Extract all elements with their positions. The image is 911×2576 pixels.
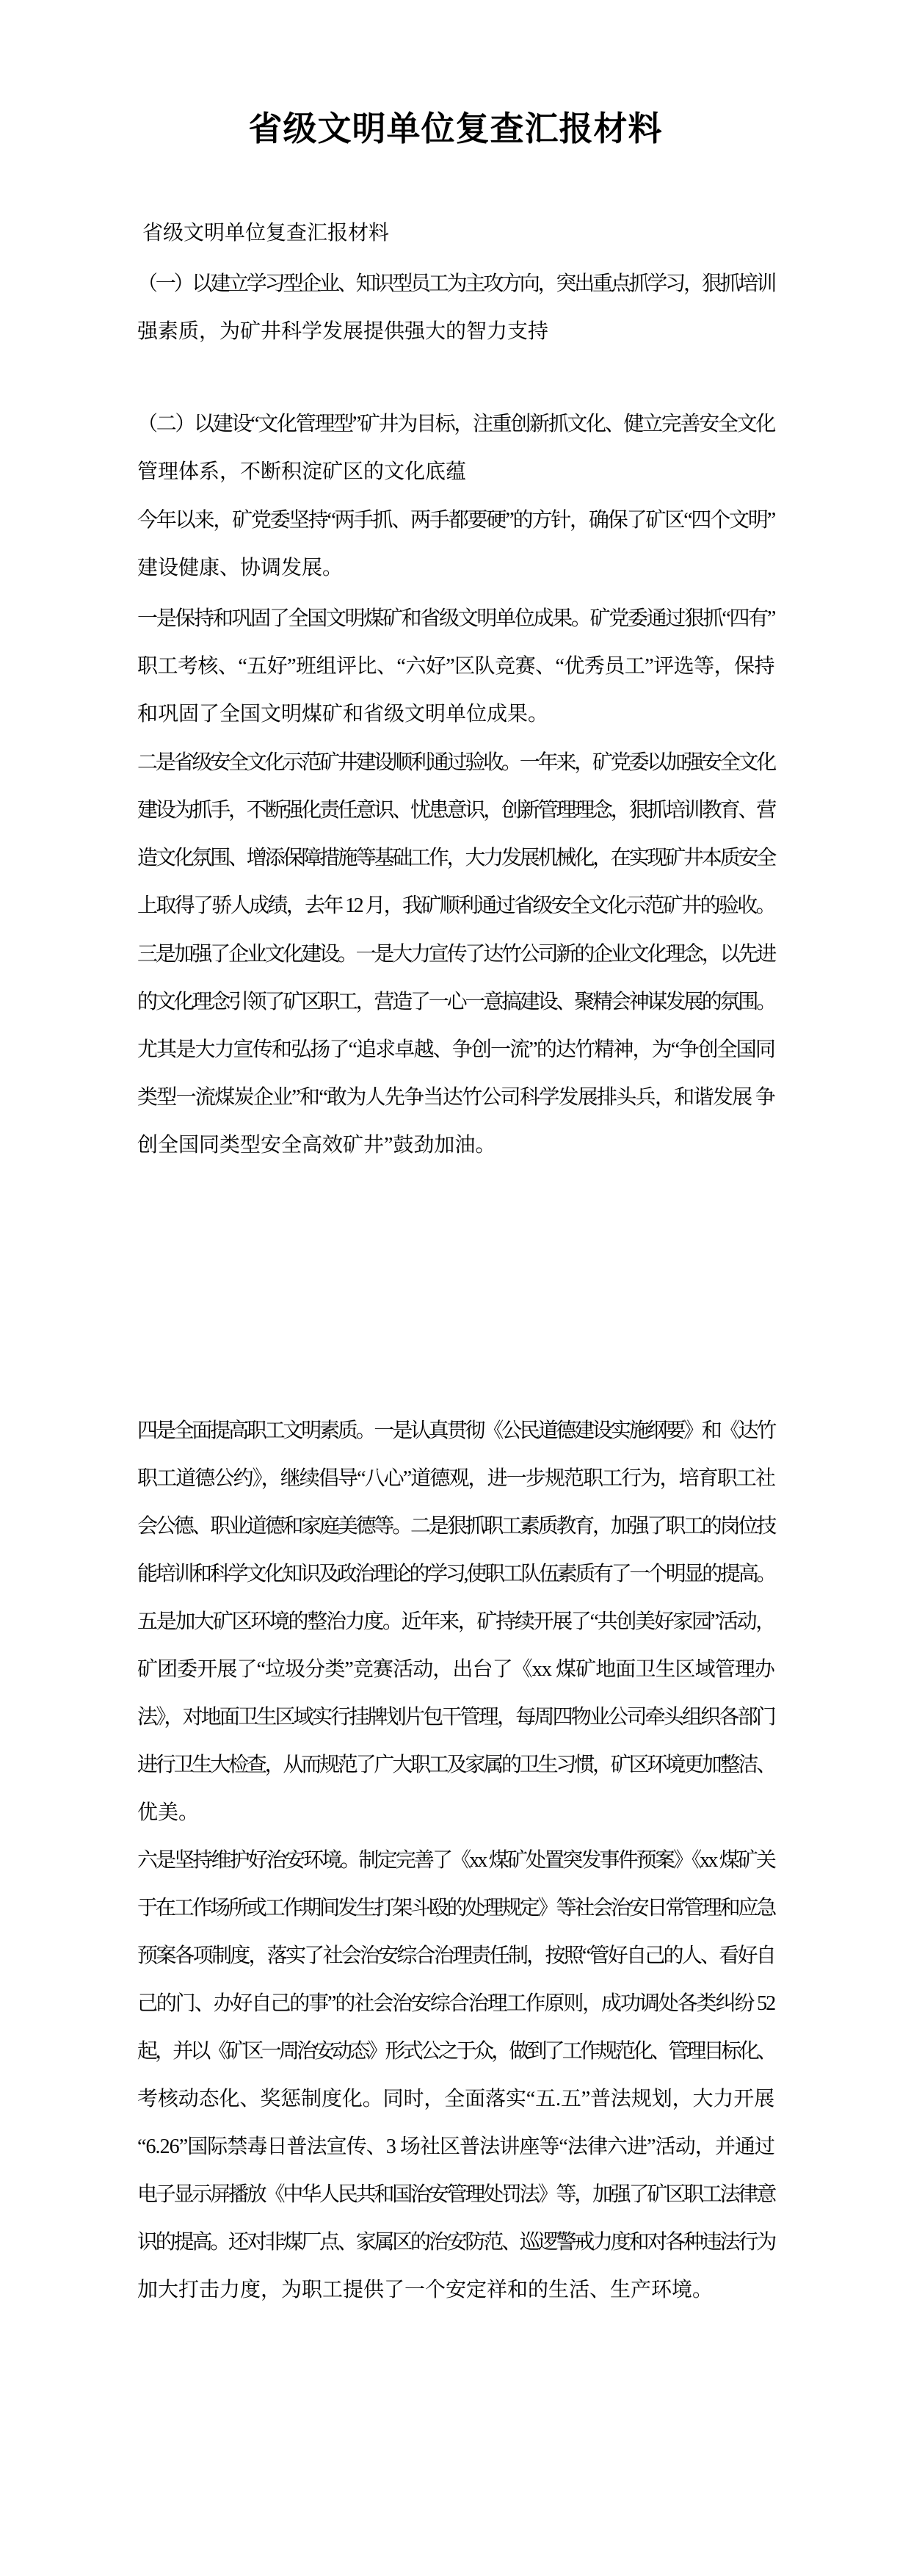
document-line: [137, 1419, 774, 1448]
document-line: [137, 1133, 774, 1162]
line-text: （二）以建设“文化管理型”矿井为目标，注重创新抓文化、健立完善安全文化: [137, 413, 774, 435]
document-line: [137, 272, 774, 301]
document-line: [137, 1705, 774, 1734]
line-text: 类型一流煤炭企业”和“敢为人先争当达竹公司科学发展排头兵，和谐发展 争: [137, 1086, 775, 1109]
document-line: [137, 556, 774, 585]
line-text: 今年以来，矿党委坚持“两手抓、两手都要硬”的方针，确保了矿区“四个文明”: [137, 509, 774, 532]
line-text: 五是加大矿区环境的整治力度。近年来，矿持续开展了“共创美好家园”活动，: [137, 1610, 774, 1633]
line-text: 能培训和科学文化知识及政治理论的学习,使职工队伍素质有了一个明显的提高。: [137, 1563, 774, 1585]
document-line: [137, 1896, 774, 1925]
document-line: [137, 894, 774, 923]
line-text: 六是坚持维护好治安环境。制定完善了《xx 煤矿处置突发事件预案》《xx 煤矿关: [137, 1849, 774, 1872]
document-line: [137, 702, 774, 731]
document-line: [137, 1657, 774, 1687]
line-text: 三是加强了企业文化建设。一是大力宣传了达竹公司新的企业文化理念，以先进: [137, 943, 774, 966]
line-text: 和巩固了全国文明煤矿和省级文明单位成果。: [137, 703, 549, 726]
document-line: [137, 508, 774, 538]
line-text: 电子显示屏播放《中华人民共和国治安管理处罚法》等，加强了矿区职工法律意: [137, 2183, 774, 2206]
document-line: [137, 2182, 774, 2212]
document-line: [137, 1848, 774, 1878]
document-line: [137, 1610, 774, 1639]
line-text: 职工考核、“五好”班组评比、“六好”区队竞赛、“优秀员工”评选等，保持: [137, 655, 774, 678]
line-text: 会公德、职业道德和家庭美德等。二是狠抓职工素质教育，加强了职工的岗位技: [137, 1515, 774, 1538]
document-line: [137, 221, 774, 250]
document-line: [137, 319, 774, 349]
line-text: 上取得了骄人成绩，去年 12 月，我矿顺利通过省级安全文化示范矿井的验收。: [137, 894, 774, 917]
line-text: 四是全面提高职工文明素质。一是认真贯彻《公民道德建设实施纲要》和《达竹: [137, 1419, 774, 1442]
document-line: [137, 1085, 774, 1115]
line-text: 创全国同类型安全高效矿井”鼓劲加油。: [137, 1134, 496, 1157]
line-text: 己的门、办好自己的事”的社会治安综合治理工作原则，成功调处各类纠纷 52: [137, 1992, 774, 2015]
line-text: 管理体系，不断积淀矿区的文化底蕴: [137, 460, 467, 483]
document-line: [137, 1801, 774, 1830]
document-line: [137, 412, 774, 441]
document-line: [137, 1466, 774, 1496]
document-line: [137, 990, 774, 1019]
document-title: 省级文明单位复查汇报材料: [248, 110, 663, 148]
line-text: （一）以建立学习型企业、知识型员工为主攻方向，突出重点抓学习，狠抓培训: [137, 272, 774, 295]
document-line: [137, 2087, 774, 2116]
document-line: [137, 1038, 774, 1067]
line-text: 矿团委开展了“垃圾分类”竞赛活动，出台了《xx 煤矿地面卫生区域管理办: [137, 1658, 774, 1681]
line-text: 加大打击力度，为职工提供了一个安定祥和的生活、生产环境。: [137, 2279, 714, 2301]
document-line: [137, 607, 774, 636]
line-text: 尤其是大力宣传和弘扬了“追求卓越、争创一流”的达竹精神，为“争创全国同: [137, 1038, 774, 1061]
document-line: [137, 1562, 774, 1591]
line-text: “6.26”国际禁毒日普法宣传、3 场社区普法讲座等“法律六进”活动，并通过: [137, 2135, 774, 2158]
line-text: 起，并以《矿区一周治安动态》形式公之于众，做到了工作规范化、管理目标化、: [137, 2040, 774, 2063]
line-text: 二是省级安全文化示范矿井建设顺利通过验收。一年来，矿党委以加强安全文化: [137, 751, 774, 774]
document-line: [137, 846, 774, 875]
line-text: 考核动态化、奖惩制度化。同时，全面落实“五.五”普法规划，大力开展: [137, 2088, 774, 2110]
document-line: [137, 1991, 774, 2021]
line-text: 的文化理念引领了矿区职工，营造了一心一意搞建设、聚精会神谋发展的氛围。: [137, 991, 774, 1013]
line-text: 预案各项制度，落实了社会治安综合治理责任制，按照“管好自己的人、看好自: [137, 1944, 774, 1967]
document-line: [137, 2039, 774, 2069]
document-line: [137, 750, 774, 780]
document-line: [137, 2135, 774, 2164]
line-text: 一是保持和巩固了全国文明煤矿和省级文明单位成果。矿党委通过狠抓“四有”: [137, 607, 774, 630]
document-line: [137, 1753, 774, 1782]
line-text: 识的提高。还对非煤厂点、家属区的治安防范、巡逻警戒力度和对各种违法行为: [137, 2231, 774, 2254]
line-text: 法》，对地面卫生区域实行挂牌划片包干管理，每周四物业公司牵头组织各部门: [137, 1706, 774, 1729]
document-line: [137, 1514, 774, 1544]
line-text: 优美。: [137, 1801, 200, 1824]
document-line: [137, 2230, 774, 2260]
line-text: 省级文明单位复查汇报材料: [137, 222, 390, 245]
document-line: [137, 654, 774, 684]
document-line: [137, 460, 774, 489]
line-text: 进行卫生大检查，从而规范了广大职工及家属的卫生习惯，矿区环境更加整洁、: [137, 1754, 774, 1776]
document-line: [137, 1944, 774, 1973]
document-line: [137, 798, 774, 828]
line-text: 职工道德公约》，继续倡导“八心”道德观，进一步规范职工行为，培育职工社: [137, 1467, 774, 1490]
line-text: 造文化氛围、增添保障措施等基础工作，大力发展机械化，在实现矿井本质安全: [137, 847, 774, 869]
line-text: 强素质，为矿井科学发展提供强大的智力支持: [137, 320, 549, 343]
line-text: 建设为抓手，不断强化责任意识、忧患意识，创新管理理念，狠抓培训教育、营: [137, 799, 774, 822]
document-line: [137, 942, 774, 972]
document-line: [137, 2278, 774, 2307]
line-text: 于在工作场所或工作期间发生打架斗殴的处理规定》等社会治安日常管理和应急: [137, 1897, 774, 1920]
line-text: 建设健康、协调发展。: [137, 557, 344, 579]
